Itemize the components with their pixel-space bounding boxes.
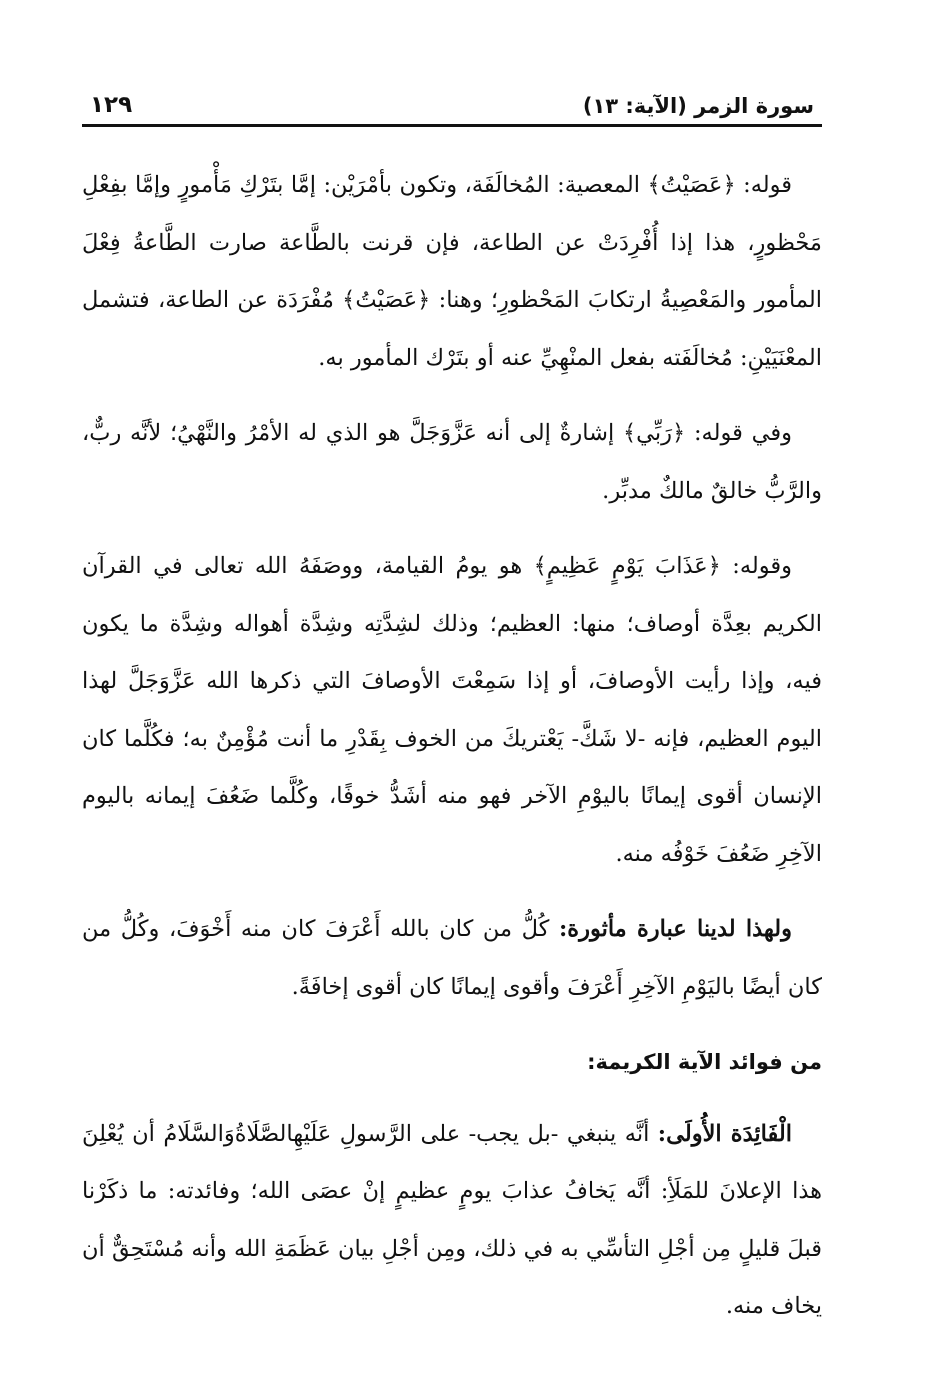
paragraph-disobeyed: قوله: ﴿عَصَيْتُ﴾ المعصية: المُخالَفَة، وتكون بأمْرَيْن: إمَّا بتَرْكِ مَأْمورٍ وإمَّا بفِعْلِ مَحْظورٍ، هذا إذا أُفْرِدَتْ عن الطاعة، فإن قرنت بالطَّاعة صارت الطَّاعةُ فِعْلَ المأمور والمَعْصِيةُ ارتكابَ المَحْظورِ؛ وهنا: ﴿عَصَيْتُ﴾ مُفْرَدَة عن الطاعة، فتشمل المعْنَيَيْنِ: مُخالَفَته بفعل المنْهِيِّ عنه أو بتَرْك المأمور به.: [82, 172, 823, 371]
body-text: [82, 157, 822, 1336]
page-number: ١٢٩: [90, 92, 133, 118]
section-heading: من فوائد الآية الكريمة:: [587, 1050, 822, 1074]
saying-text: كُلُّ من كان بالله أَعْرَفَ كان منه أَخْوَفَ، وكُلُّ من كان أيضًا باليَوْمِ الآخِرِ أَعْرَفَ وأقوى إيمانًا كان أقوى إخافَةً.: [82, 916, 822, 1000]
page-header: [82, 84, 822, 118]
book-page: [82, 84, 822, 1354]
benefit-text: أنَّه ينبغي -بل يجب- على الرَّسولِ عَلَيْهِالصَّلَاةُوَالسَّلَامُ أن يُعْلِنَ هذا الإعلانَ للمَلَأِ: أنَّه يَخافُ عذابَ يومٍ عظيمٍ إنْ عصَى الله؛ وفائدته: ما ذكَرْنا قبلَ قليلٍ مِن أجْلِ التأسِّي به في ذلك، ومِن أجْلِ بيان عَظَمَةِ الله وأنه مُسْتَحِقٌّ أن يخاف منه.: [82, 1120, 822, 1319]
paragraph-great-day: وقوله: ﴿عَذَابَ يَوْمٍ عَظِيمٍ﴾ هو يومُ القيامة، ووصَفَهُ الله تعالى في القرآن الكريم بعِدَّة أوصاف؛ منها: العظيم؛ وذلك لشِدَّتِه وشِدَّة أهواله وشِدَّة ما يكون فيه، وإذا رأيت الأوصافَ، أو إذا سَمِعْتَ الأوصافَ التي ذكرها الله عَزَّوَجَلَّ لهذا اليوم العظيم، فإنه -لا شَكَّ- يَعْتريكَ من الخوف بِقَدْرِ ما أنت مُؤْمِنٌ به؛ فكُلَّما كان الإنسان أقوى إيمانًا باليوْمِ الآخر فهو منه أشَدُّ خوفًا، وكُلَّما ضَعُفَ إيمانه باليوم الآخِرِ ضَعُفَ خَوْفُه منه.: [82, 553, 822, 867]
running-title: سورة الزمر (الآية: ١٣): [582, 94, 814, 118]
header-rule: [82, 124, 822, 127]
saying-lead: ولهذا لدينا عبارة مأثورة:: [558, 916, 792, 942]
benefit-lead: الْفَائِدَة الأُولَى:: [657, 1120, 792, 1147]
paragraph-saying: [82, 901, 822, 1016]
paragraph-my-lord: وفي قوله: ﴿رَبِّي﴾ إشارةٌ إلى أنه عَزَّوَجَلَّ هو الذي له الأمْرُ والنَّهْيُ؛ لأنَّه ربٌّ، والرَّبُّ خالقٌ مالكٌ مدبِّر.: [82, 420, 822, 504]
paragraph-first-benefit: [82, 1106, 822, 1336]
